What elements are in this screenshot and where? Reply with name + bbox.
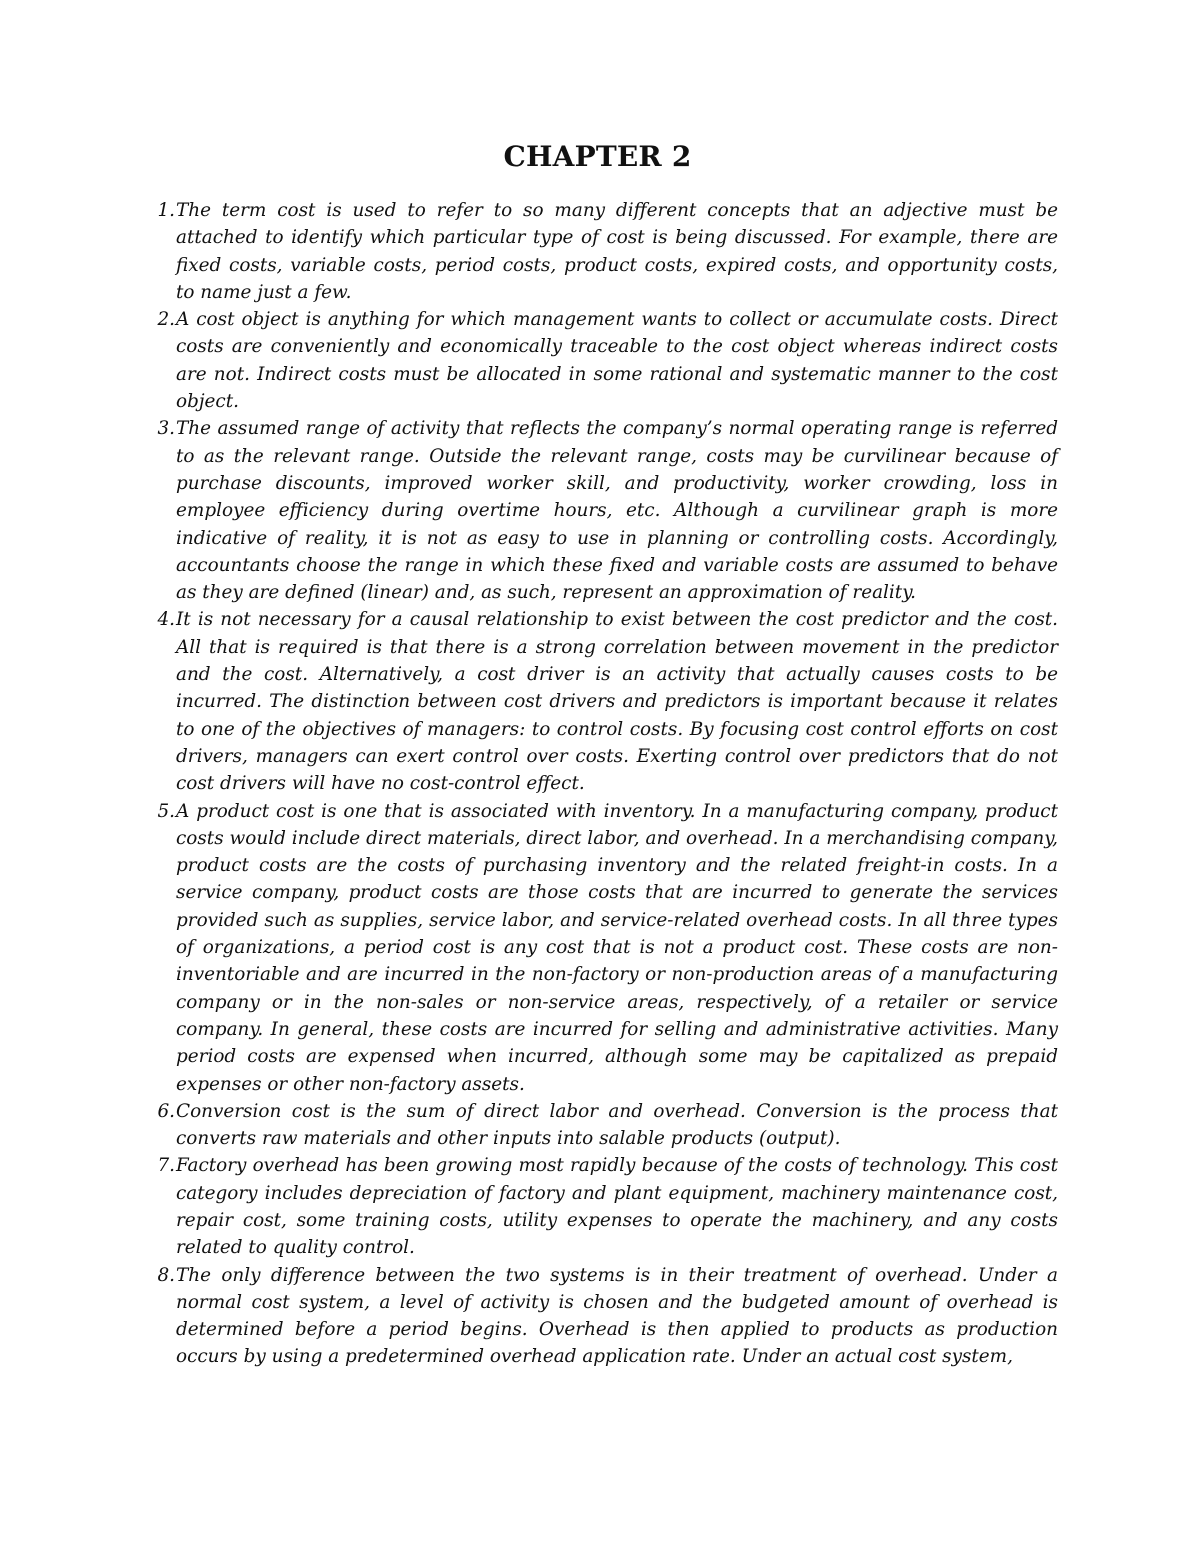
item-text: The only difference between the two systems is in their treatment of overhead. Under a normal cost system, a level of activity is chosen and the budgeted amount of overhead is determined before a period begins. Overhead is then applied to products as production occurs by using a predetermined overhead application rate. Under an actual cost system, bbox=[176, 1264, 1058, 1368]
chapter-title: CHAPTER 2 bbox=[503, 140, 692, 173]
item-number: 4. bbox=[157, 609, 175, 631]
item-text: A product cost is one that is associated with inventory. In a manufacturing company, product costs would include direct materials, direct labor, and overhead. In a merchandising company, product costs are the costs of purchasing inventory and the related freight-in costs. In a service company, product costs are those costs that are incurred to generate the services provided such as supplies, service labor, and service-related overhead costs. In all three types of organizations, a period cost is any cost that is not a product cost. These costs are non-inventoriable and are incurred in the non-factory or non-production areas of a manufacturing company or in the non-sales or non-service areas, respectively, of a retailer or service company. In general, these costs are incurred for selling and administrative activities. Many period costs are expensed when incurred, although some may be capitalized as prepaid expenses or other non-factory assets. bbox=[176, 800, 1058, 1095]
list-item bbox=[140, 606, 1058, 797]
item-text: It is not necessary for a causal relationship to exist between the cost predictor and the cost. All that is required is that there is a strong correlation between movement in the predictor and the cost. Alternatively, a cost driver is an activity that actually causes costs to be incurred. The distinction between cost drivers and predictors is important because it relates to one of the objectives of managers: to control costs. By focusing cost control efforts on cost drivers, managers can exert control over costs. Exerting control over predictors that do not cost drivers will have no cost-control effect. bbox=[176, 609, 1058, 795]
list-item bbox=[140, 1262, 1058, 1371]
item-text: Factory overhead has been growing most rapidly because of the costs of technology. This cost category includes depreciation of factory and plant equipment, machinery maintenance cost, repair cost, some training costs, utility expenses to operate the machinery, and any costs related to quality control. bbox=[176, 1155, 1058, 1259]
item-text: The term cost is used to refer to so many different concepts that an adjective must be attached to identify which particular type of cost is being discussed. For example, there are fixed costs, variable costs, period costs, product costs, expired costs, and opportunity costs, to name just a few. bbox=[176, 200, 1058, 303]
list-item bbox=[140, 415, 1058, 606]
list-item bbox=[140, 306, 1058, 415]
item-number: 3. bbox=[157, 418, 175, 440]
item-text: The assumed range of activity that reflects the company’s normal operating range is referred to as the relevant range. Outside the relevant range, costs may be curvilinear because of purchase discounts, improved worker skill, and productivity, worker crowding, loss in employee efficiency during overtime hours, etc. Although a curvilinear graph is more indicative of reality, it is not as easy to use in planning or controlling costs. Accordingly, accountants choose the range in which these fixed and variable costs are assumed to behave as they are defined (linear) and, as such, represent an approximation of reality. bbox=[176, 418, 1058, 604]
item-number: 6. bbox=[157, 1100, 175, 1122]
item-number: 1. bbox=[157, 200, 175, 221]
item-text: A cost object is anything for which management wants to collect or accumulate costs. Direct costs are conveniently and economically traceable to the cost object whereas indirect costs are not. Indirect costs must be allocated in some rational and systematic manner to the cost object. bbox=[176, 309, 1058, 413]
item-number: 2. bbox=[157, 309, 175, 331]
list-item bbox=[140, 1152, 1058, 1261]
list-item bbox=[140, 197, 1058, 306]
answer-list bbox=[140, 197, 1058, 1371]
list-item bbox=[140, 1098, 1058, 1153]
item-text: Conversion cost is the sum of direct labor and overhead. Conversion is the process that converts raw materials and other inputs into salable products (output). bbox=[176, 1100, 1058, 1150]
item-number: 7. bbox=[157, 1155, 175, 1177]
item-number: 5. bbox=[157, 800, 175, 822]
item-number: 8. bbox=[157, 1264, 175, 1286]
list-item bbox=[140, 798, 1058, 1098]
